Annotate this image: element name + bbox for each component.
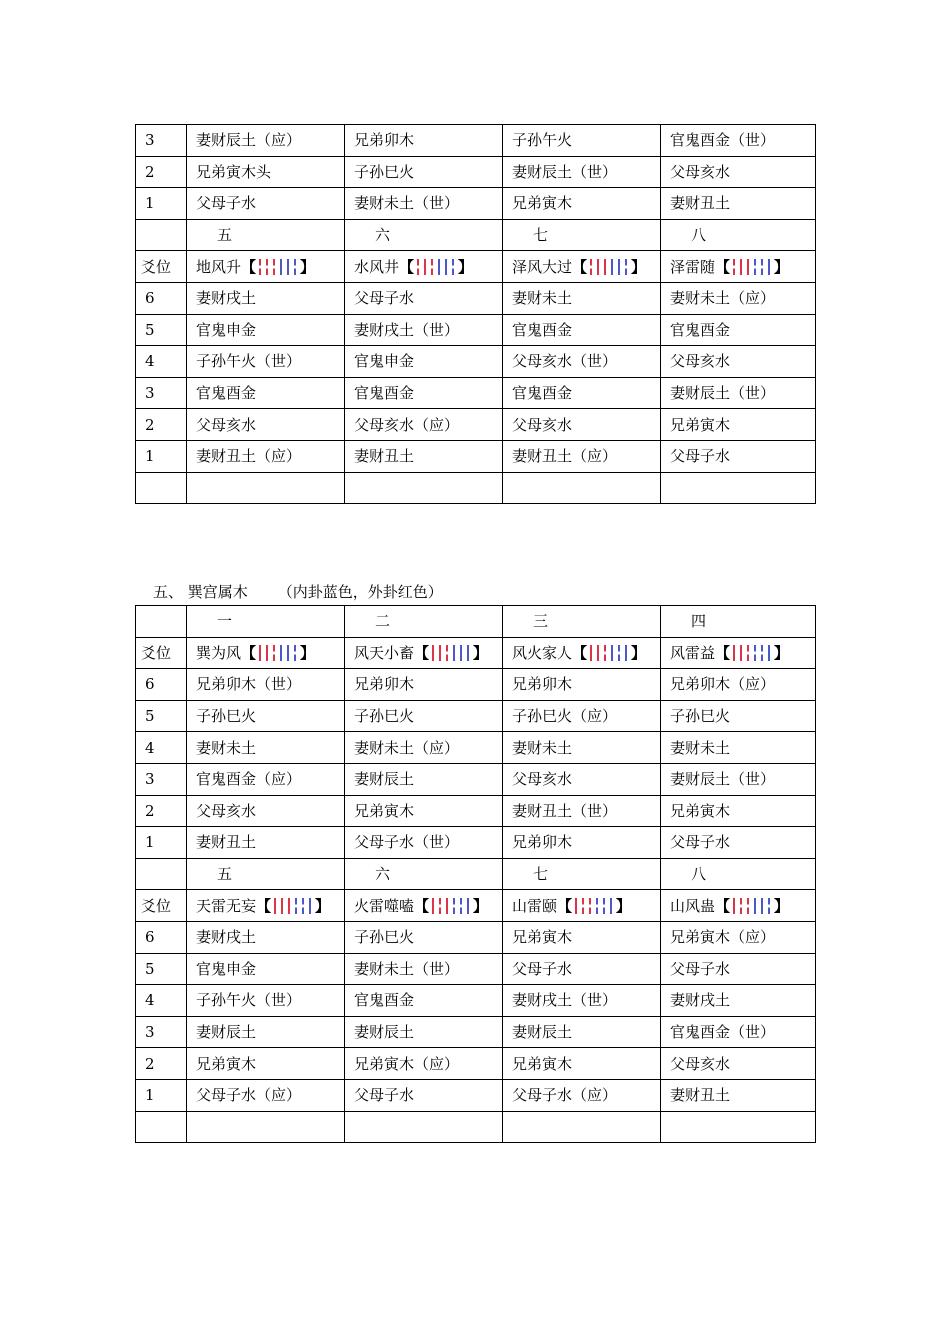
yao-cell: 子孙午火（世） [187,985,345,1017]
yao-position-cell: 6 [136,669,187,701]
yao-cell: 官鬼酉金 [661,314,816,346]
yao-cell: 父母子水（应） [187,1079,345,1111]
hexagram-lines-icon [257,258,299,276]
yao-position-cell: 3 [136,1016,187,1048]
gua-name: 泽风大过 [512,257,573,276]
yao-cell: 妻财未土（应） [345,732,503,764]
table-row [136,188,816,220]
gua-name-cell [187,890,345,922]
yao-cell: 妻财丑土 [661,188,816,220]
yao-label-cell: 爻位 [136,890,187,922]
yao-cell: 兄弟寅木 [661,795,816,827]
table-row [136,282,816,314]
yao-cell: 官鬼酉金 [187,377,345,409]
gua-number-row [136,219,816,251]
gua-label [354,891,488,921]
hexagram-lines-icon [430,897,472,915]
yao-cell: 父母子水 [345,282,503,314]
gua-label [354,252,473,282]
yao-cell: 官鬼申金 [187,953,345,985]
yao-cell: 妻财辰土（世） [503,156,661,188]
gua-name-cell [187,637,345,669]
hexagram-lines-icon [430,644,472,662]
section-note: （内卦蓝色，外卦红色） [277,583,443,601]
yao-cell: 妻财丑土 [187,827,345,859]
table-row [136,985,816,1017]
yao-cell: 官鬼酉金 [503,314,661,346]
table-row [136,440,816,472]
yao-cell: 子孙午火 [503,125,661,157]
gua-label [196,638,315,668]
section-title [153,581,443,603]
yao-position-cell: 3 [136,125,187,157]
gua-number-cell: 七 [503,219,661,251]
gua-number-cell: 六 [345,219,503,251]
gua-name-cell [661,890,816,922]
gua-name-cell [187,251,345,283]
bracket-close: 】 [616,896,632,915]
yao-position-cell: 5 [136,314,187,346]
yao-cell [503,472,661,504]
yao-cell: 兄弟卯木 [345,125,503,157]
yao-cell: 兄弟寅木（应） [661,921,816,953]
yao-cell [187,1111,345,1143]
yao-cell: 官鬼酉金（世） [661,125,816,157]
yao-position-cell: 4 [136,732,187,764]
table-row [136,156,816,188]
yao-cell: 兄弟卯木 [345,669,503,701]
yao-position-cell: 2 [136,409,187,441]
yao-cell: 子孙巳火 [345,921,503,953]
yao-position-cell: 1 [136,827,187,859]
gua-name-cell [661,251,816,283]
table-row [136,1048,816,1080]
yao-cell: 父母子水 [661,827,816,859]
yao-position-cell [136,472,187,504]
hexagram-lines-icon [257,644,299,662]
yao-cell: 父母亥水 [503,763,661,795]
yao-cell: 妻财丑土（应） [503,440,661,472]
yao-position-cell: 1 [136,1079,187,1111]
bracket-close: 】 [473,896,489,915]
gua-number-cell [136,858,187,890]
yao-label-cell: 爻位 [136,251,187,283]
yao-cell: 子孙巳火 [345,156,503,188]
yao-cell: 兄弟寅木 [503,188,661,220]
yao-cell: 妻财戌土（世） [503,985,661,1017]
yao-cell: 子孙巳火 [661,700,816,732]
yao-cell: 父母亥水 [661,346,816,378]
bracket-close: 】 [300,643,316,662]
bracket-open: 【 [241,643,257,662]
yao-position-cell: 4 [136,346,187,378]
gua-name: 风火家人 [512,643,573,662]
gua-name-row [136,637,816,669]
section-heading: 五、 巽宫属木 [153,583,248,601]
gua-name: 水风井 [354,257,400,276]
gua-name: 地风升 [196,257,242,276]
table-row [136,472,816,504]
gua-label [196,252,315,282]
bracket-close: 】 [774,257,790,276]
yao-cell: 妻财未土（应） [661,282,816,314]
table-row [136,125,816,157]
yao-cell: 妻财丑土 [345,440,503,472]
yao-cell [503,1111,661,1143]
yao-cell: 官鬼申金 [187,314,345,346]
gua-number-row [136,858,816,890]
gua-number-cell: 六 [345,858,503,890]
bracket-open: 【 [715,896,731,915]
yao-cell: 父母子水 [187,188,345,220]
gua-number-cell: 五 [187,219,345,251]
gua-name-cell [345,251,503,283]
yao-position-cell: 2 [136,156,187,188]
table-row [136,795,816,827]
gua-name-cell [503,890,661,922]
yao-cell: 妻财丑土（应） [187,440,345,472]
bracket-close: 】 [458,257,474,276]
yao-cell: 妻财丑土 [661,1079,816,1111]
yao-position-cell: 6 [136,921,187,953]
gua-name-cell [345,890,503,922]
table-row [136,827,816,859]
yao-cell: 父母子水 [661,440,816,472]
table-row [136,409,816,441]
gua-label [512,891,631,921]
yao-cell: 兄弟寅木 [345,795,503,827]
hexagram-lines-icon [731,897,773,915]
gua-name-cell [345,637,503,669]
yao-cell: 官鬼申金 [345,346,503,378]
gua-label [670,891,789,921]
yao-cell: 妻财辰土 [345,763,503,795]
gua-number-cell: 一 [187,606,345,638]
yao-cell: 父母亥水 [661,156,816,188]
bracket-open: 【 [715,257,731,276]
yao-cell: 父母亥水（应） [345,409,503,441]
hexagram-lines-icon [731,644,773,662]
table-part-2 [135,605,816,1143]
yao-cell: 妻财戌土 [187,282,345,314]
yao-cell: 妻财未土 [503,732,661,764]
table-row [136,700,816,732]
table-row [136,314,816,346]
yao-cell [187,472,345,504]
gua-label [512,638,646,668]
yao-cell: 父母亥水 [503,409,661,441]
yao-cell: 父母亥水（世） [503,346,661,378]
yao-position-cell [136,1111,187,1143]
yao-cell: 子孙巳火 [345,700,503,732]
yao-position-cell: 3 [136,763,187,795]
gua-number-cell: 七 [503,858,661,890]
table-row [136,1016,816,1048]
table-row [136,921,816,953]
yao-cell: 妻财未土（世） [345,188,503,220]
yao-cell: 妻财辰土（世） [661,377,816,409]
yao-cell: 兄弟寅木 [661,409,816,441]
yao-cell: 妻财戌土 [187,921,345,953]
yao-cell: 父母亥水 [661,1048,816,1080]
hexagram-lines-icon [588,644,630,662]
yao-cell: 父母子水（世） [345,827,503,859]
yao-cell: 子孙午火（世） [187,346,345,378]
gua-name-cell [503,637,661,669]
bracket-open: 【 [715,643,731,662]
table-row [136,669,816,701]
yao-position-cell: 6 [136,282,187,314]
gua-name: 巽为风 [196,643,242,662]
yao-cell: 妻财未土 [503,282,661,314]
yao-position-cell: 3 [136,377,187,409]
gua-name: 火雷噬嗑 [354,896,415,915]
bracket-open: 【 [557,896,573,915]
hexagram-lines-icon [415,258,457,276]
bracket-open: 【 [572,643,588,662]
yao-cell: 妻财未土 [661,732,816,764]
yao-cell [661,472,816,504]
gua-label [670,252,789,282]
yao-cell: 妻财未土 [187,732,345,764]
yao-position-cell: 2 [136,795,187,827]
yao-position-cell: 5 [136,953,187,985]
yao-position-cell: 4 [136,985,187,1017]
yao-cell: 子孙巳火 [187,700,345,732]
bracket-close: 】 [473,643,489,662]
yao-cell: 妻财辰土（应） [187,125,345,157]
yao-cell: 妻财丑土（世） [503,795,661,827]
gua-name: 山风蛊 [670,896,716,915]
yao-cell: 父母亥水 [187,795,345,827]
yao-cell: 父母亥水 [187,409,345,441]
hexagram-lines-icon [588,258,630,276]
gua-number-cell: 八 [661,219,816,251]
gua-name: 天雷无妄 [196,896,257,915]
gua-number-cell [136,219,187,251]
yao-cell: 官鬼酉金（世） [661,1016,816,1048]
yao-position-cell: 2 [136,1048,187,1080]
yao-cell: 妻财戌土 [661,985,816,1017]
yao-cell: 兄弟寅木 [503,1048,661,1080]
bracket-close: 】 [631,257,647,276]
yao-cell: 妻财戌土（世） [345,314,503,346]
gua-number-cell: 四 [661,606,816,638]
table-row [136,953,816,985]
gua-name: 泽雷随 [670,257,716,276]
gua-name-cell [503,251,661,283]
yao-label-cell: 爻位 [136,637,187,669]
yao-cell: 兄弟寅木头 [187,156,345,188]
gua-name: 风天小畜 [354,643,415,662]
yao-cell: 官鬼酉金 [345,377,503,409]
bracket-close: 】 [631,643,647,662]
gua-name: 风雷益 [670,643,716,662]
yao-cell [661,1111,816,1143]
yao-cell: 兄弟卯木（应） [661,669,816,701]
yao-cell: 兄弟寅木 [187,1048,345,1080]
gua-name-cell [661,637,816,669]
yao-cell: 妻财辰土（世） [661,763,816,795]
hexagram-lines-icon [573,897,615,915]
hexagram-lines-icon [731,258,773,276]
yao-cell: 妻财辰土 [187,1016,345,1048]
table-row [136,763,816,795]
bracket-open: 【 [572,257,588,276]
gua-number-cell: 八 [661,858,816,890]
yao-cell: 妻财未土（世） [345,953,503,985]
yao-cell: 子孙巳火（应） [503,700,661,732]
yao-cell: 兄弟卯木 [503,669,661,701]
yao-cell [345,472,503,504]
yao-position-cell: 1 [136,440,187,472]
bracket-close: 】 [774,896,790,915]
yao-cell: 父母子水 [661,953,816,985]
yao-cell: 父母子水（应） [503,1079,661,1111]
bracket-close: 】 [774,643,790,662]
gua-name-row [136,890,816,922]
yao-cell [345,1111,503,1143]
gua-label [670,638,789,668]
table-part-1 [135,124,816,504]
bracket-open: 【 [399,257,415,276]
table-row [136,346,816,378]
yao-cell: 官鬼酉金（应） [187,763,345,795]
gua-number-cell: 二 [345,606,503,638]
bracket-open: 【 [241,257,257,276]
bracket-close: 】 [315,896,331,915]
table-row [136,732,816,764]
yao-cell: 官鬼酉金 [345,985,503,1017]
hexagram-lines-icon [272,897,314,915]
yao-cell: 官鬼酉金 [503,377,661,409]
yao-cell: 兄弟寅木 [503,921,661,953]
gua-number-cell: 三 [503,606,661,638]
yao-position-cell: 5 [136,700,187,732]
yao-cell: 妻财辰土 [503,1016,661,1048]
yao-cell: 父母子水 [503,953,661,985]
table-row [136,377,816,409]
bracket-open: 【 [414,643,430,662]
yao-cell: 妻财辰土 [345,1016,503,1048]
gua-label [196,891,330,921]
gua-label [354,638,488,668]
gua-label [512,252,646,282]
bracket-open: 【 [414,896,430,915]
bracket-close: 】 [300,257,316,276]
gua-name: 山雷颐 [512,896,558,915]
yao-cell: 兄弟卯木 [503,827,661,859]
yao-cell: 父母子水 [345,1079,503,1111]
yao-position-cell: 1 [136,188,187,220]
bracket-open: 【 [256,896,272,915]
yao-cell: 兄弟卯木（世） [187,669,345,701]
gua-number-row [136,606,816,638]
gua-name-row [136,251,816,283]
table-row [136,1111,816,1143]
gua-number-cell: 五 [187,858,345,890]
gua-number-cell [136,606,187,638]
yao-cell: 兄弟寅木（应） [345,1048,503,1080]
table-row [136,1079,816,1111]
